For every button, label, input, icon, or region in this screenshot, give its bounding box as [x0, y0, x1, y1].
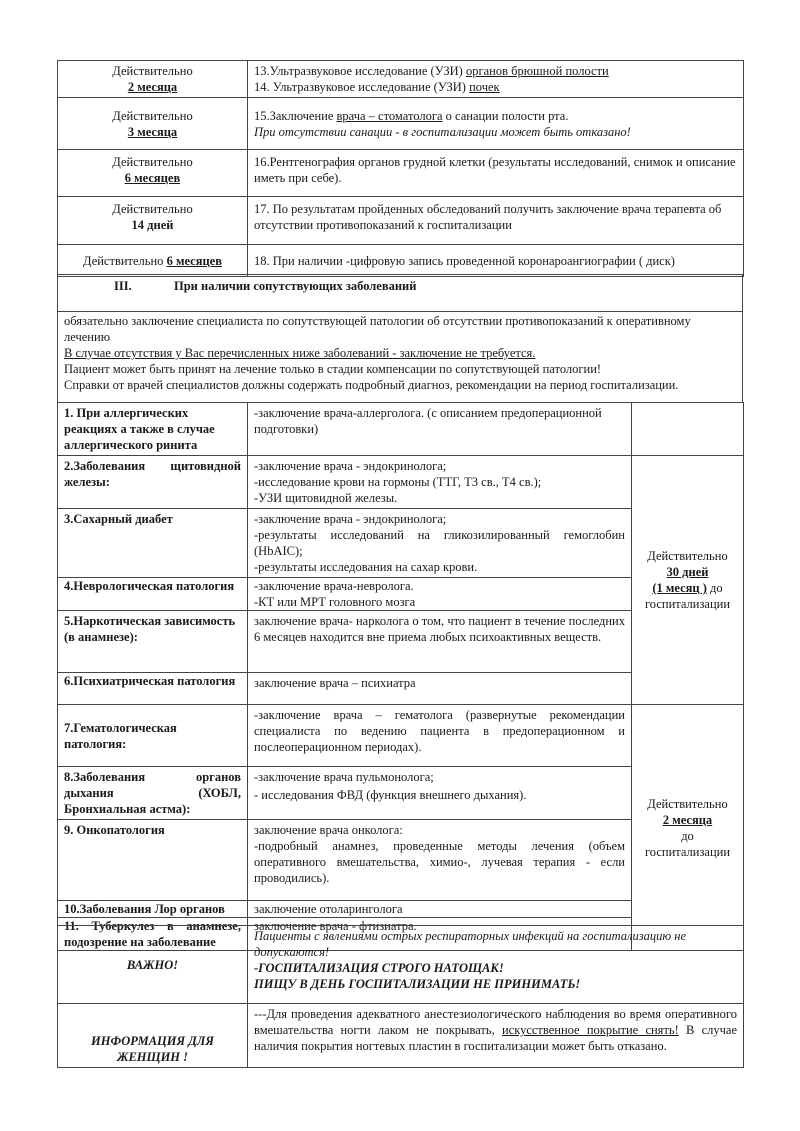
- condition-name: 11. Туберкулез в анамнезе, подозрение на заболевание: [58, 918, 248, 951]
- validity-cell: [58, 245, 248, 277]
- important-line: -ГОСПИТАЛИЗАЦИЯ СТРОГО НАТОЩАК!: [254, 961, 504, 975]
- table-row: [58, 926, 744, 1004]
- requirement-line: -подробный анамнез, проведенные методы лечения (объем оперативного вмешательства, химио-, лучевая терапия - если проводились).: [254, 839, 625, 885]
- condition-name: 2.Заболевания щитовидной железы:: [58, 456, 248, 509]
- info-emphasis: искусственное покрытие снять!: [501, 1023, 679, 1037]
- section-note: обязательно заключение специалиста по сопутствующей патологии об отсутствии противопоказаний к оперативному лечению: [64, 314, 691, 344]
- requirement-line: -исследование крови на гормоны (ТТГ, Т3 св., Т4 св.);: [254, 475, 542, 489]
- validity-label: Действительно: [112, 155, 193, 169]
- section-note: Пациент может быть принят на лечение только в стадии компенсации по сопутствующей патологии!: [64, 362, 602, 376]
- validity-cell: [58, 98, 248, 150]
- requirement-warning: При отсутствии санации - в госпитализации может быть отказано!: [254, 125, 631, 139]
- important-line: ПИЩУ В ДЕНЬ ГОСПИТАЛИЗАЦИИ НЕ ПРИНИМАТЬ!: [254, 977, 581, 991]
- section-number: III.: [114, 279, 132, 293]
- condition-requirement: [248, 456, 632, 509]
- condition-requirement: [248, 767, 632, 820]
- validity-label: Действительно: [647, 796, 728, 811]
- validity-label: Действительно: [112, 202, 193, 216]
- requirement-emphasis: врача – стоматолога: [336, 109, 443, 123]
- requirement-emphasis: органов брюшной полости: [465, 64, 609, 78]
- requirement-text: 14. Ультразвуковое исследование (УЗИ): [254, 80, 470, 94]
- table-row: [58, 456, 744, 509]
- validity-label: Действительно: [112, 64, 193, 78]
- condition-requirement: [248, 509, 632, 578]
- validity-label: Действительно: [112, 109, 193, 123]
- validity-suffix: до: [681, 828, 694, 843]
- conditions-table: [57, 402, 744, 951]
- condition-name: 10.Заболевания Лор органов: [58, 901, 248, 918]
- validity-cell: [58, 197, 248, 245]
- section-title: При наличии сопутствующих заболеваний: [174, 279, 417, 293]
- condition-requirement: заключение врача – психиатра: [248, 673, 632, 705]
- table-row: [58, 1004, 744, 1068]
- validity-period: 6 месяцев: [124, 171, 181, 185]
- requirement-line: -результаты исследований на гликозилированный гемоглобин (HbAIC);: [254, 528, 625, 558]
- requirement-line: -заключение врача - эндокринолога;: [254, 512, 447, 526]
- notes-table: [57, 925, 744, 1068]
- validity-period-alt: (1 месяц ): [652, 581, 707, 595]
- condition-name: 3.Сахарный диабет: [58, 509, 248, 578]
- condition-name: 8.Заболевания органов дыхания (ХОБЛ, Бронхиальная астма):: [58, 767, 248, 820]
- info-text: ---Для проведения адекватного анестезиологического наблюдения во время оперативного вмешательства ногти лаком не покрывать,: [254, 1007, 737, 1037]
- table-row: [58, 705, 744, 767]
- section-header: [57, 274, 743, 312]
- condition-name: 7.Гематологическая патология:: [58, 705, 248, 767]
- validity-period: 3 месяца: [127, 125, 178, 139]
- requirement-cell: 18. При наличии -цифровую запись проведенной коронароангиографии ( диск): [248, 245, 744, 277]
- section-note: Справки от врачей специалистов должны содержать подробный диагноз, рекомендации на период госпитализации.: [64, 378, 679, 392]
- table-row: [58, 61, 744, 98]
- table-row: [58, 197, 744, 245]
- condition-requirement: заключение отоларинголога: [248, 901, 632, 918]
- requirement-emphasis: почек: [469, 80, 500, 94]
- section-note-underlined: В случае отсутствия у Вас перечисленных ниже заболеваний - заключение не требуется.: [64, 346, 536, 360]
- table-row: [58, 150, 744, 197]
- validity-suffix: госпитализации: [644, 844, 731, 859]
- requirement-line: -заключение врача-невролога.: [254, 579, 414, 593]
- women-info-text: [248, 1004, 744, 1068]
- condition-name: 6.Психиатрическая патология: [58, 673, 248, 705]
- validity-cell: [58, 61, 248, 98]
- requirement-text: о санации полости рта.: [442, 109, 569, 123]
- requirement-line: -КТ или МРТ головного мозга: [254, 595, 416, 609]
- validity-2-months: [632, 705, 744, 951]
- info-text: В случае наличия покрытия ногтевых пластин в госпитализации может быть отказано.: [254, 1023, 737, 1053]
- requirement-cell: [248, 98, 744, 150]
- important-text: [248, 926, 744, 1004]
- validity-label: Действительно: [83, 253, 167, 268]
- condition-name: 1. При аллергических реакциях а также в случае аллергического ринита: [58, 403, 248, 456]
- condition-requirement: заключение врача - фтизиатра.: [248, 918, 632, 951]
- requirement-cell: 16.Рентгенография органов грудной клетки (результаты исследований, снимок и описание иметь при себе).: [248, 150, 744, 197]
- requirement-line: заключение врача онколога:: [254, 823, 403, 837]
- condition-requirement: [248, 578, 632, 611]
- validity-period: 2 месяца: [662, 812, 713, 827]
- requirement-line: -заключение врача пульмонолога;: [254, 770, 434, 784]
- important-label: ВАЖНО!: [58, 926, 248, 1004]
- validity-period: 14 дней: [131, 218, 174, 232]
- condition-requirement: -заключение врача – гематолога (развернутые рекомендации специалиста по ведению пациента в предоперационном и послеоперационном периодах).: [248, 705, 632, 767]
- validity-cell: [58, 150, 248, 197]
- table-row: [58, 403, 744, 456]
- table-row: [58, 98, 744, 150]
- validity-spacer: [632, 403, 744, 456]
- validity-period: 30 дней: [666, 565, 709, 579]
- condition-requirement: [248, 820, 632, 901]
- validity-period: 6 месяцев: [166, 253, 222, 268]
- requirement-line: -УЗИ щитовидной железы.: [254, 491, 398, 505]
- requirement-cell: 17. По результатам пройденных обследований получить заключение врача терапевта об отсутствии противопоказаний к госпитализации: [248, 197, 744, 245]
- women-info-label: ИНФОРМАЦИЯ ДЛЯ ЖЕНЩИН !: [58, 1004, 248, 1068]
- validity-suffix: до: [706, 581, 723, 595]
- validity-period: 2 месяца: [127, 80, 178, 94]
- requirement-line: - исследования ФВД (функция внешнего дыхания).: [254, 788, 527, 802]
- validity-suffix: госпитализации: [644, 597, 731, 611]
- validity-label: Действительно: [647, 549, 728, 563]
- requirement-cell: [248, 61, 744, 98]
- requirement-line: -результаты исследования на сахар крови.: [254, 560, 478, 574]
- requirement-text: 13.Ультразвуковое исследование (УЗИ): [254, 64, 466, 78]
- important-line: Пациенты с явлениями острых респираторных инфекций на госпитализацию не допускаются!: [254, 929, 687, 959]
- condition-name: 5.Наркотическая зависимость (в анамнезе):: [58, 611, 248, 673]
- validity-30-days: [632, 456, 744, 705]
- validity-table: [57, 60, 744, 277]
- section-notes: [57, 311, 743, 403]
- condition-name: 4.Неврологическая патология: [58, 578, 248, 611]
- condition-requirement: -заключение врача-аллерголога. (с описанием предоперационной подготовки): [248, 403, 632, 456]
- condition-name: 9. Онкопатология: [58, 820, 248, 901]
- requirement-text: 15.Заключение: [254, 109, 337, 123]
- table-row: [58, 245, 744, 277]
- requirement-line: -заключение врача - эндокринолога;: [254, 459, 447, 473]
- condition-requirement: заключение врача- нарколога о том, что пациент в течение последних 6 месяцев находится вне приема любых психоактивных веществ.: [248, 611, 632, 673]
